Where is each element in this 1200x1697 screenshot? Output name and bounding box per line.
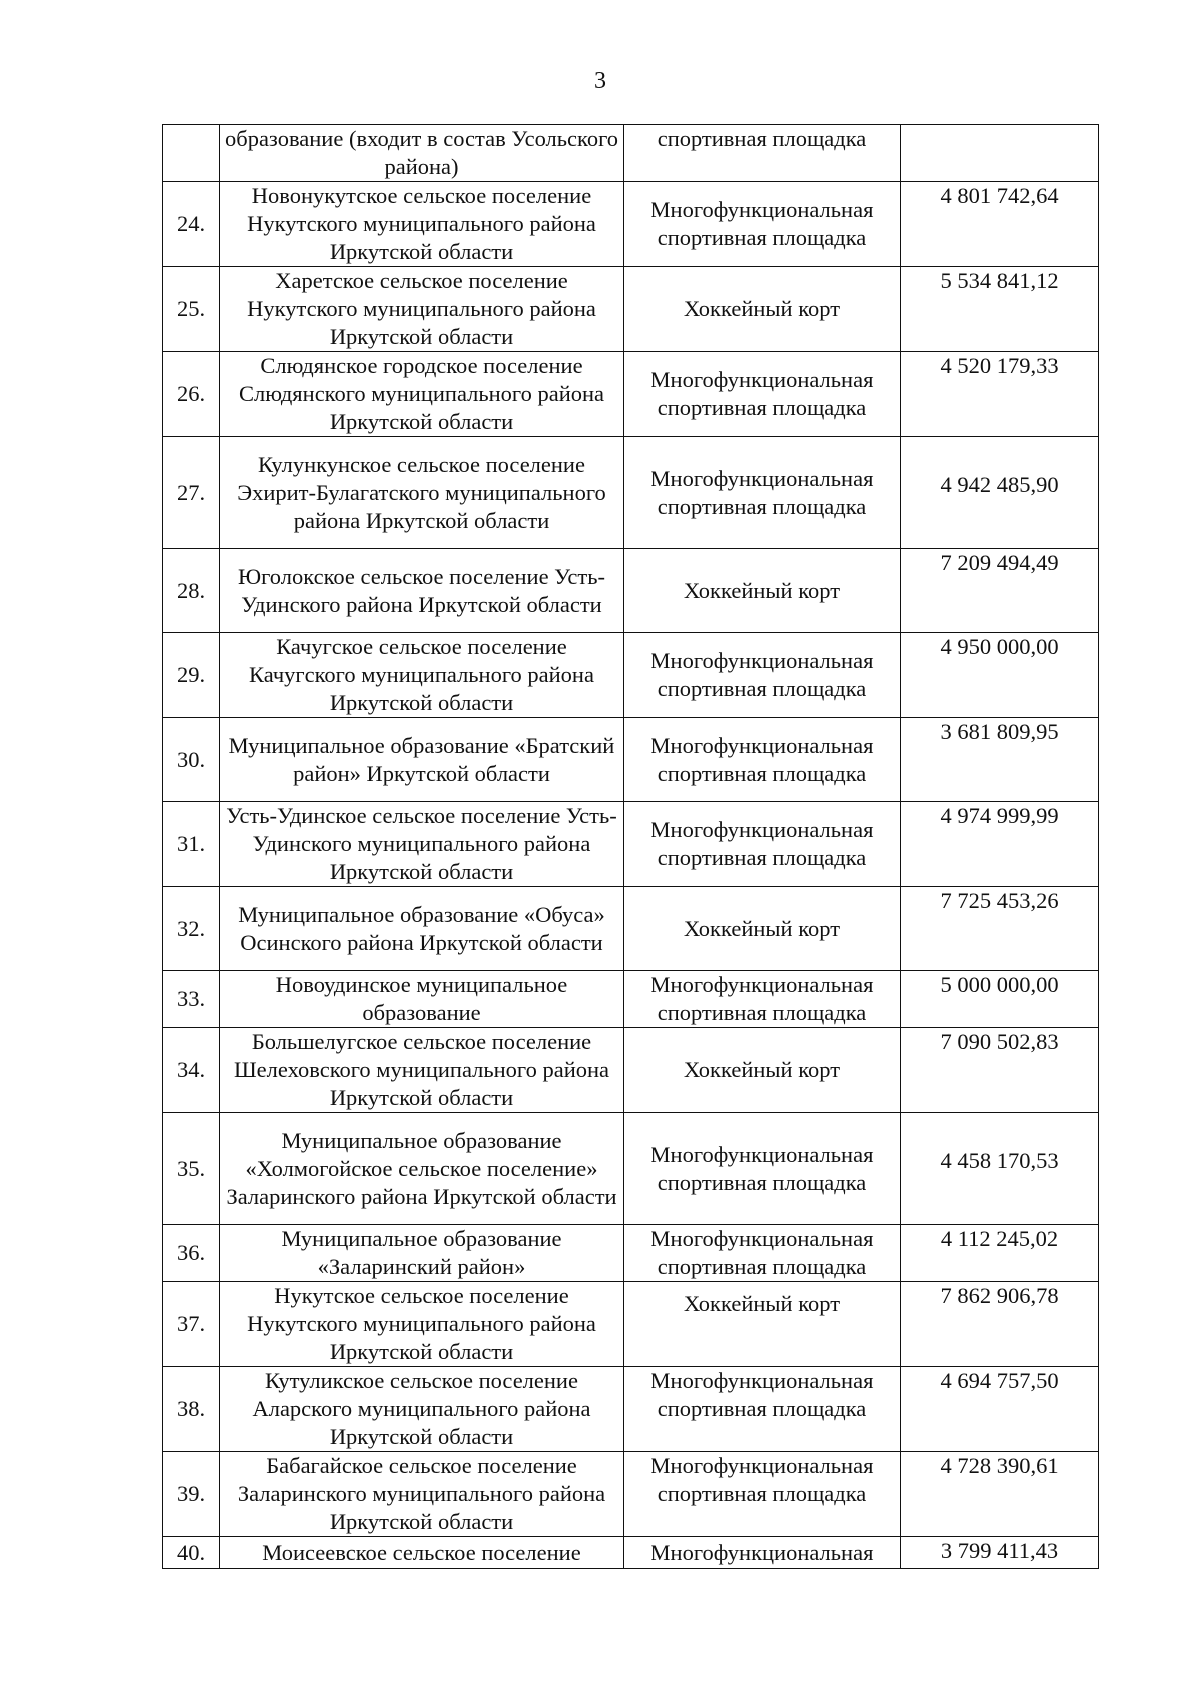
municipality-name: Кутуликское сельское поселение Аларского муниципального района Иркутской области (220, 1367, 624, 1452)
row-number: 36. (163, 1225, 220, 1282)
row-number: 31. (163, 802, 220, 887)
facility-type: Многофункциональная спортивная площадка (624, 1367, 901, 1452)
table-row (163, 125, 1099, 182)
facility-type: Хоккейный корт (624, 1028, 901, 1113)
facility-type: Многофункциональная спортивная площадка (624, 182, 901, 267)
municipality-name: Нукутское сельское поселение Нукутского муниципального района Иркутской области (220, 1282, 624, 1367)
municipality-name: Моисеевское сельское поселение (220, 1537, 624, 1569)
table-row (163, 267, 1099, 352)
municipality-name: Муниципальное образование «Братский район» Иркутской области (220, 718, 624, 802)
table-row (163, 1113, 1099, 1225)
grant-amount: 4 458 170,53 (901, 1113, 1099, 1225)
row-number: 24. (163, 182, 220, 267)
table-row (163, 549, 1099, 633)
row-number: 40. (163, 1537, 220, 1569)
row-number: 28. (163, 549, 220, 633)
row-number (163, 125, 220, 182)
table-row (163, 1028, 1099, 1113)
grant-amount: 5 000 000,00 (901, 971, 1099, 1028)
municipality-name: Харетское сельское поселение Нукутского муниципального района Иркутской области (220, 267, 624, 352)
grant-amount: 4 728 390,61 (901, 1452, 1099, 1537)
municipality-name: Муниципальное образование «Холмогойское сельское поселение» Заларинского района Иркутской области (220, 1113, 624, 1225)
table-row (163, 971, 1099, 1028)
facility-type: Многофункциональная спортивная площадка (624, 352, 901, 437)
table-row (163, 437, 1099, 549)
table-row (163, 182, 1099, 267)
row-number: 33. (163, 971, 220, 1028)
facility-type: спортивная площадка (624, 125, 901, 182)
facility-type: Многофункциональная спортивная площадка (624, 633, 901, 718)
municipality-name: Слюдянское городское поселение Слюдянского муниципального района Иркутской области (220, 352, 624, 437)
grant-amount (901, 125, 1099, 182)
table-row (163, 352, 1099, 437)
facility-type: Хоккейный корт (624, 887, 901, 971)
grant-amount: 3 681 809,95 (901, 718, 1099, 802)
facility-type: Многофункциональная спортивная площадка (624, 971, 901, 1028)
table-row (163, 802, 1099, 887)
grant-amount: 4 694 757,50 (901, 1367, 1099, 1452)
facility-type: Многофункциональная спортивная площадка (624, 437, 901, 549)
grant-amount: 4 801 742,64 (901, 182, 1099, 267)
municipality-name: Муниципальное образование «Обуса» Осинского района Иркутской области (220, 887, 624, 971)
facility-type: Многофункциональная спортивная площадка (624, 1452, 901, 1537)
grant-amount: 3 799 411,43 (901, 1537, 1099, 1569)
page-number: 3 (594, 68, 606, 94)
table-row (163, 1452, 1099, 1537)
grant-amount: 4 942 485,90 (901, 437, 1099, 549)
table-row (163, 718, 1099, 802)
table-row (163, 1282, 1099, 1367)
row-number: 37. (163, 1282, 220, 1367)
grant-amount: 4 520 179,33 (901, 352, 1099, 437)
row-number: 25. (163, 267, 220, 352)
municipality-name: Юголокское сельское поселение Усть-Удинского района Иркутской области (220, 549, 624, 633)
facility-type: Хоккейный корт (624, 267, 901, 352)
facility-type: Хоккейный корт (624, 549, 901, 633)
row-number: 35. (163, 1113, 220, 1225)
grant-amount: 5 534 841,12 (901, 267, 1099, 352)
row-number: 38. (163, 1367, 220, 1452)
row-number: 26. (163, 352, 220, 437)
grant-amount: 4 974 999,99 (901, 802, 1099, 887)
grant-amount: 7 862 906,78 (901, 1282, 1099, 1367)
grant-amount: 7 725 453,26 (901, 887, 1099, 971)
municipality-name: Большелугское сельское поселение Шелеховского муниципального района Иркутской области (220, 1028, 624, 1113)
facility-type: Многофункциональная спортивная площадка (624, 1113, 901, 1225)
municipality-name: Качугское сельское поселение Качугского муниципального района Иркутской области (220, 633, 624, 718)
grant-amount: 4 112 245,02 (901, 1225, 1099, 1282)
municipality-name: Усть-Удинское сельское поселение Усть-Удинского муниципального района Иркутской области (220, 802, 624, 887)
facility-type: Хоккейный корт (624, 1282, 901, 1367)
table-row (163, 1537, 1099, 1569)
municipality-name: Муниципальное образование «Заларинский район» (220, 1225, 624, 1282)
grants-table (162, 124, 1099, 1569)
municipality-name: Новоудинское муниципальное образование (220, 971, 624, 1028)
grant-amount: 7 090 502,83 (901, 1028, 1099, 1113)
facility-type: Многофункциональная спортивная площадка (624, 718, 901, 802)
row-number: 39. (163, 1452, 220, 1537)
row-number: 30. (163, 718, 220, 802)
table-row (163, 1225, 1099, 1282)
municipality-name: Кулункунское сельское поселение Эхирит-Булагатского муниципального района Иркутской области (220, 437, 624, 549)
row-number: 34. (163, 1028, 220, 1113)
facility-type: Многофункциональная спортивная площадка (624, 802, 901, 887)
table-row (163, 633, 1099, 718)
municipality-name: Новонукутское сельское поселение Нукутского муниципального района Иркутской области (220, 182, 624, 267)
facility-type: Многофункциональная спортивная площадка (624, 1225, 901, 1282)
row-number: 29. (163, 633, 220, 718)
table-row (163, 1367, 1099, 1452)
row-number: 27. (163, 437, 220, 549)
row-number: 32. (163, 887, 220, 971)
municipality-name: образование (входит в состав Усольского района) (220, 125, 624, 182)
grant-amount: 7 209 494,49 (901, 549, 1099, 633)
municipality-name: Бабагайское сельское поселение Заларинского муниципального района Иркутской области (220, 1452, 624, 1537)
table-row (163, 887, 1099, 971)
grant-amount: 4 950 000,00 (901, 633, 1099, 718)
facility-type: Многофункциональная (624, 1537, 901, 1569)
